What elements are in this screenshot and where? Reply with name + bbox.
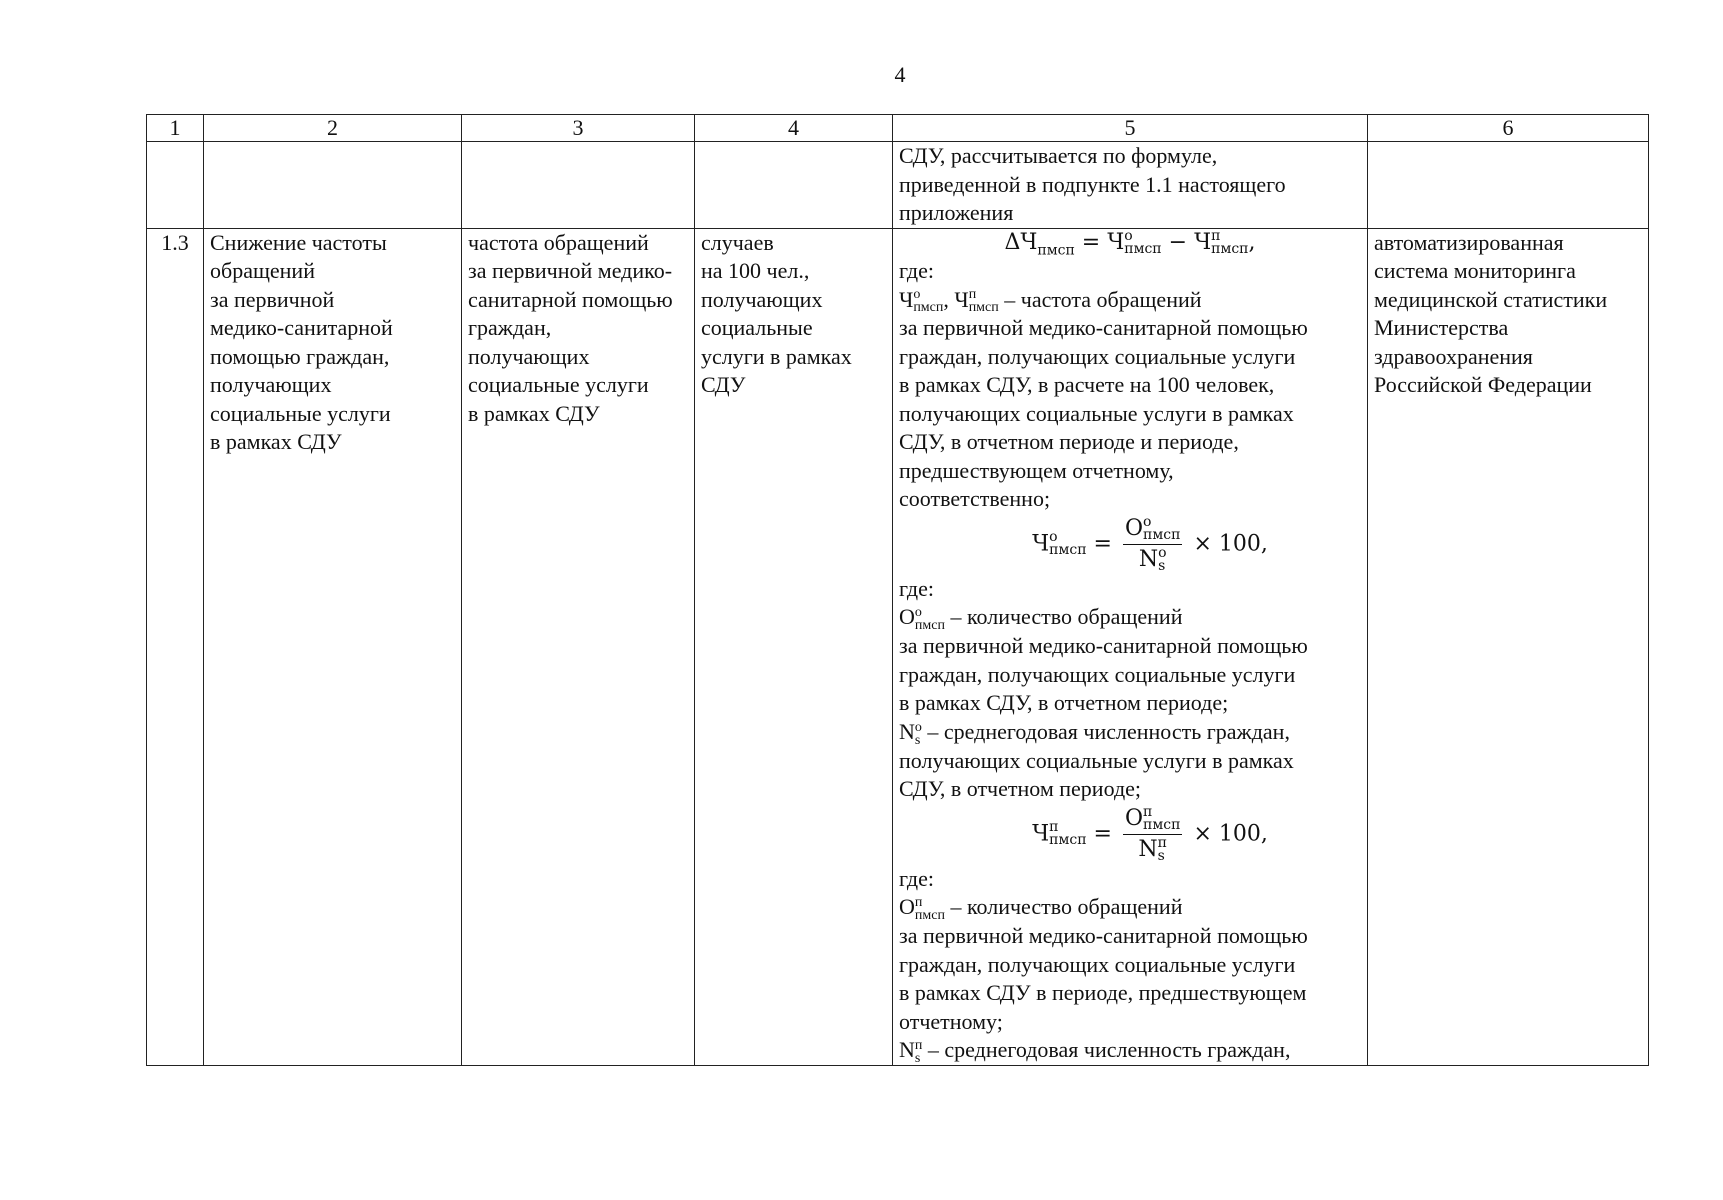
formula-indices	[1158, 544, 1167, 574]
header-col-3: 3	[462, 115, 695, 142]
definition-symbol: O	[899, 894, 915, 920]
definition-superscript: п	[968, 287, 977, 303]
formula-tail: × 100,	[1193, 821, 1268, 847]
formula-operator: =	[1093, 821, 1112, 847]
formula-subscript: пмсп	[1124, 240, 1162, 257]
unit-line: случаев	[701, 229, 774, 255]
definition-superscript: о	[914, 605, 922, 621]
indicator-name-line: получающих	[210, 372, 332, 397]
definition-symbol: N	[899, 718, 915, 744]
definition-line	[899, 603, 1361, 632]
definition-line: в рамках СДУ, в отчетном периоде;	[899, 690, 1229, 716]
page-number: 4	[894, 62, 906, 87]
definition-subscript: пмсп	[914, 618, 945, 634]
definition-line: СДУ, в отчетном периоде и периоде,	[899, 429, 1239, 455]
definition-line: предшествующем отчетному,	[899, 457, 1174, 483]
indicator-name-line: за первичной	[210, 286, 335, 312]
header-col-5: 5	[893, 115, 1368, 142]
definition-text: – среднегодовая численность граждан,	[921, 718, 1290, 744]
delta-formula	[899, 229, 1361, 258]
formula-symbol: ΔЧ	[1004, 229, 1038, 255]
header-col-6: 6	[1368, 115, 1649, 142]
indicator-name-line: помощью граждан,	[210, 343, 390, 369]
source-line: медицинской статистики	[1374, 286, 1608, 312]
definition-line: СДУ, в отчетном периоде;	[899, 776, 1142, 802]
formula-superscript: п	[1211, 227, 1221, 244]
formula-indices	[1049, 821, 1086, 847]
formula-symbol: Ч	[1194, 229, 1212, 255]
header-col-2: 2	[204, 115, 462, 142]
source-line: Министерства	[1374, 315, 1509, 340]
formula-subscript: пмсп	[1037, 241, 1075, 258]
fraction-denominator	[1137, 545, 1169, 575]
unit-line: на 100 чел.,	[701, 258, 810, 283]
header-col-4: 4	[695, 115, 893, 142]
definition-subscript: пмсп	[968, 300, 999, 316]
definition-line	[899, 1036, 1361, 1065]
definition-line: за первичной медико-санитарной помощью	[899, 633, 1308, 659]
formula-symbol: Ч	[1032, 821, 1050, 847]
formula-tail: × 100,	[1193, 531, 1268, 557]
indicator-name-line: в рамках СДУ	[210, 429, 342, 454]
definition-symbol: N	[899, 1037, 915, 1063]
indicator-name-line: Снижение частоты	[210, 229, 387, 255]
definition-superscript: п	[914, 895, 923, 911]
cont-cell-6	[1368, 142, 1649, 229]
definition-symbol: Ч	[954, 286, 969, 312]
unit-line: услуги в рамках	[701, 343, 852, 369]
source-line: Российской Федерации	[1374, 372, 1592, 397]
row-number: 1.3	[147, 228, 204, 1066]
cont-text-line: СДУ, рассчитывается по формуле,	[899, 143, 1218, 168]
definition-line: граждан, получающих социальные услуги	[899, 661, 1296, 687]
definition-line	[899, 286, 1361, 315]
formula-superscript: о	[1158, 544, 1167, 561]
definition-text: – количество обращений	[944, 894, 1183, 920]
formula-punctuation: ,	[1248, 229, 1256, 255]
definition-symbol: Ч	[899, 286, 914, 312]
indicator-name-line: обращений	[210, 258, 315, 283]
formula-subscript: пмсп	[1143, 526, 1181, 543]
formula-superscript: о	[1049, 529, 1058, 546]
formula-superscript: п	[1157, 834, 1167, 851]
formula-operator: =	[1081, 229, 1101, 255]
header-row	[147, 115, 1649, 142]
source-line: система мониторинга	[1374, 258, 1576, 283]
definition-line	[899, 718, 1361, 747]
measure-line: частота обращений	[468, 229, 649, 255]
where-label: где:	[899, 865, 934, 891]
definition-superscript: о	[913, 287, 921, 303]
formula-indices	[1143, 513, 1181, 543]
previous-period-formula	[899, 804, 1361, 865]
cont-cell-5	[893, 142, 1368, 229]
formula-superscript: п	[1049, 819, 1059, 836]
formula-subscript: s	[1158, 557, 1166, 574]
source-line: автоматизированная	[1374, 229, 1564, 255]
fraction-denominator	[1136, 835, 1169, 865]
formula-symbol: O	[1124, 515, 1144, 541]
formula-operator: −	[1168, 229, 1188, 255]
formula-indices	[1124, 227, 1162, 257]
cont-cell-1	[147, 142, 204, 229]
formula-superscript: о	[1143, 513, 1152, 530]
formula-fraction	[1123, 804, 1182, 865]
definition-line: за первичной медико-санитарной помощью	[899, 315, 1308, 341]
formula-subscript: пмсп	[1049, 832, 1087, 849]
formula-superscript: п	[1143, 803, 1153, 820]
formula-fraction	[1123, 514, 1182, 575]
cont-cell-3	[462, 142, 695, 229]
definition-subscript: s	[914, 1051, 921, 1067]
definition-line: соответственно;	[899, 486, 1051, 512]
definition-line: граждан, получающих социальные услуги	[899, 343, 1296, 369]
unit-cell	[695, 228, 893, 1066]
definition-line: в рамках СДУ в периоде, предшествующем	[899, 980, 1307, 1006]
formula-subscript: пмсп	[1211, 240, 1249, 257]
definition-text: – среднегодовая численность граждан,	[922, 1037, 1291, 1063]
cont-cell-2	[204, 142, 462, 229]
definition-line: получающих социальные услуги в рамках	[899, 747, 1294, 773]
definition-subscript: пмсп	[914, 908, 945, 924]
definition-indices	[915, 721, 922, 747]
current-period-formula	[899, 514, 1361, 575]
definition-indices	[915, 606, 945, 632]
formula-symbol: Ч	[1107, 229, 1125, 255]
formula-subscript: пмсп	[1049, 542, 1087, 559]
definition-subscript: s	[914, 732, 921, 748]
formula-symbol: Ч	[1032, 531, 1050, 557]
formula-indices	[1211, 227, 1249, 257]
definition-text: – частота обращений	[998, 286, 1202, 312]
definition-line: граждан, получающих социальные услуги	[899, 951, 1296, 977]
measure-line: социальные услуги	[468, 372, 649, 397]
definition-indices	[915, 896, 945, 922]
indicator-name-line: медико-санитарной	[210, 315, 393, 340]
definition-superscript: о	[914, 719, 922, 735]
unit-line: получающих	[701, 286, 823, 312]
definition-punctuation: ,	[943, 286, 949, 312]
definition-line: получающих социальные услуги в рамках	[899, 400, 1294, 426]
fraction-numerator	[1123, 514, 1182, 545]
cont-text-line: приложения	[899, 200, 1014, 225]
definition-symbol: O	[899, 604, 915, 630]
definition-line	[899, 893, 1361, 922]
where-label: где:	[899, 258, 934, 283]
definition-line: отчетному;	[899, 1008, 1003, 1034]
row-1-3	[147, 228, 1649, 1066]
fraction-numerator	[1123, 804, 1182, 835]
formula-subscript: s	[1157, 847, 1165, 864]
definition-subscript: пмсп	[913, 300, 944, 316]
definition-indices	[969, 288, 999, 314]
source-line: здравоохранения	[1374, 343, 1533, 369]
source-cell	[1368, 228, 1649, 1066]
indicator-name-line: социальные услуги	[210, 400, 391, 426]
formula-indices	[1049, 531, 1086, 557]
definition-line: в рамках СДУ, в расчете на 100 человек,	[899, 372, 1275, 398]
definition-superscript: п	[914, 1038, 923, 1054]
formula-operator: =	[1093, 531, 1112, 557]
cont-cell-4	[695, 142, 893, 229]
cont-text-line: приведенной в подпункте 1.1 настоящего	[899, 171, 1286, 197]
continuation-row	[147, 142, 1649, 229]
unit-line: социальные	[701, 315, 813, 340]
formula-superscript: о	[1124, 227, 1133, 244]
unit-line: СДУ	[701, 372, 746, 397]
measure-line: санитарной помощью	[468, 286, 673, 312]
where-label: где:	[899, 575, 934, 601]
definition-text: – количество обращений	[944, 604, 1183, 630]
formula-symbol: N	[1138, 546, 1159, 572]
formula-symbol: O	[1124, 805, 1144, 831]
formula-symbol: N	[1138, 836, 1158, 862]
formula-indices	[1157, 834, 1167, 864]
methodology-cell	[893, 228, 1368, 1066]
measure-line: в рамках СДУ	[468, 400, 600, 426]
indicator-table	[146, 114, 1649, 1066]
measure-line: за первичной медико-	[468, 258, 673, 283]
formula-indices	[1143, 803, 1181, 833]
definition-line: за первичной медико-санитарной помощью	[899, 923, 1308, 949]
indicator-name-cell	[204, 228, 462, 1066]
measure-line: получающих	[468, 343, 590, 369]
measure-line: граждан,	[468, 315, 552, 340]
header-col-1: 1	[147, 115, 204, 142]
measure-cell	[462, 228, 695, 1066]
formula-subscript: пмсп	[1143, 816, 1181, 833]
definition-indices	[913, 288, 943, 314]
